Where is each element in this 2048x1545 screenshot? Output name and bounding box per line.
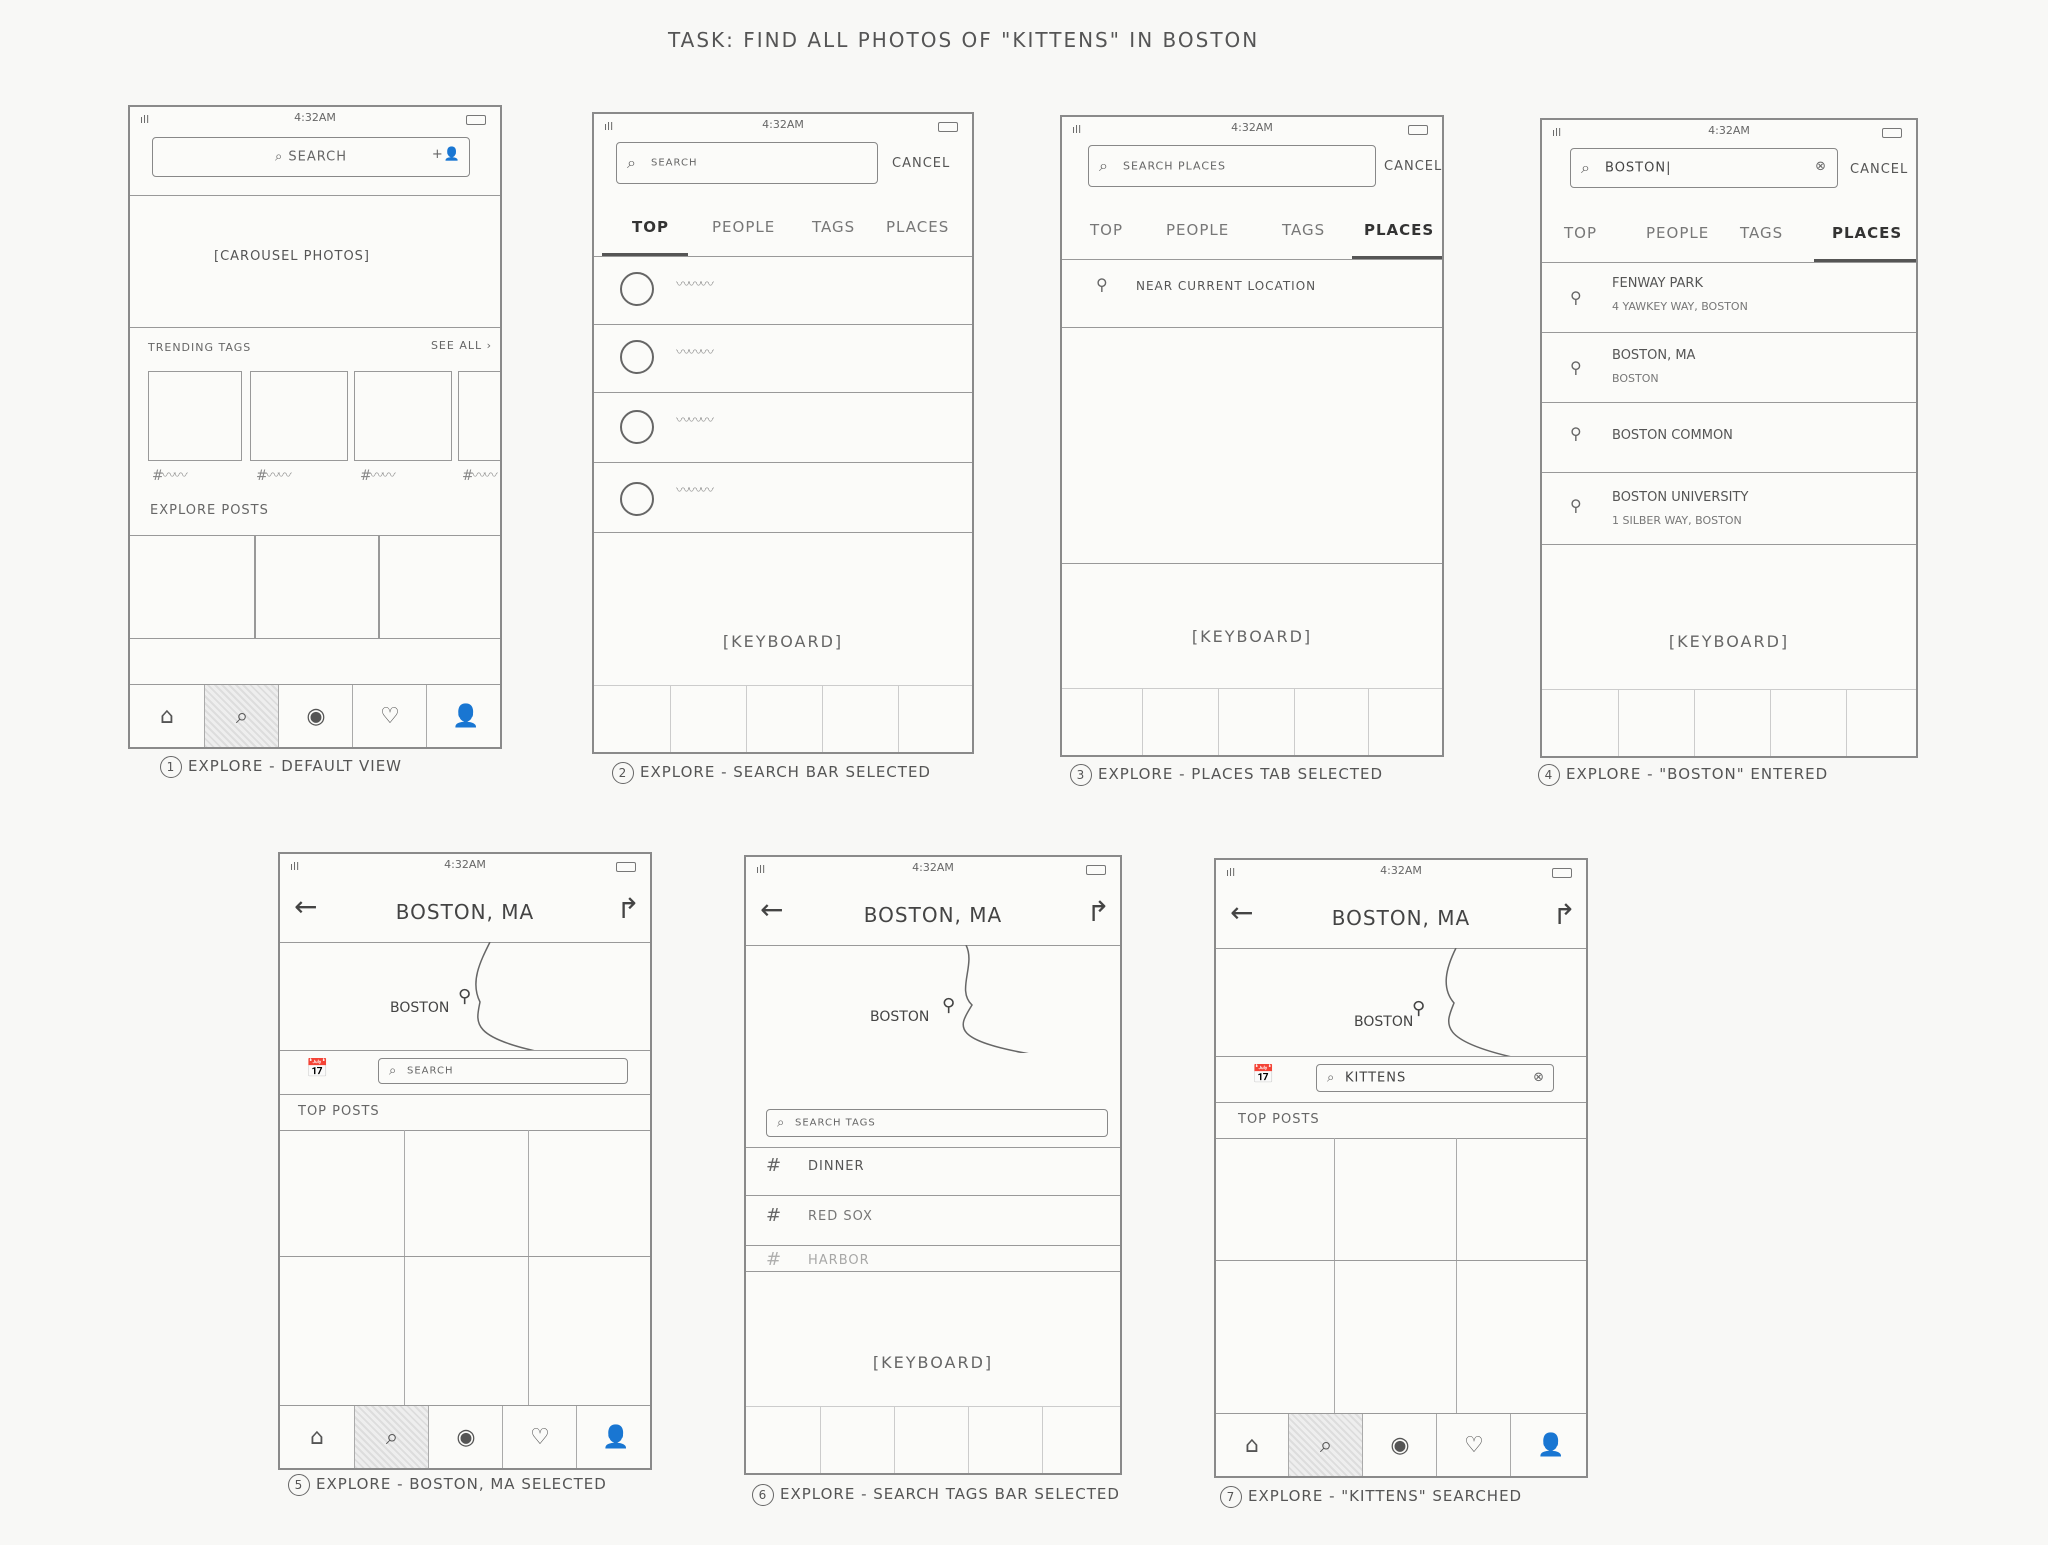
top-posts-label: TOP POSTS: [298, 1104, 380, 1119]
camera-tab-icon[interactable]: ◉: [278, 685, 353, 747]
map-view[interactable]: [280, 942, 650, 1050]
share-icon[interactable]: ↱: [1552, 898, 1576, 931]
status-bar: [1216, 860, 1586, 886]
status-bar: [280, 854, 650, 880]
activity-tab-icon[interactable]: ♡: [502, 1406, 577, 1468]
search-placeholder: SEARCH TAGS: [795, 1117, 876, 1129]
status-time: 4:32AM: [1708, 124, 1750, 137]
tag-label: #〰〰: [462, 468, 496, 484]
cancel-button[interactable]: CANCEL: [1384, 159, 1443, 174]
battery-icon: [1408, 125, 1428, 135]
place-name[interactable]: FENWAY PARK: [1612, 276, 1703, 291]
search-placeholder: SEARCH: [288, 149, 348, 165]
trending-tags-label: TRENDING TAGS: [148, 341, 252, 354]
result-avatar: [620, 482, 654, 516]
search-input[interactable]: [1570, 148, 1838, 188]
tag-suggestion[interactable]: DINNER: [808, 1159, 865, 1174]
near-current-location[interactable]: NEAR CURRENT LOCATION: [1136, 279, 1317, 293]
map-pin-icon: ⚲: [458, 986, 472, 1007]
result-avatar: [620, 340, 654, 374]
tab-top[interactable]: TOP: [632, 218, 669, 236]
result-text[interactable]: 〰〰〰: [676, 483, 712, 499]
tab-people[interactable]: PEOPLE: [1166, 221, 1230, 239]
caption-1: 1 EXPLORE - DEFAULT VIEW: [160, 756, 402, 778]
caption-2: 2 EXPLORE - SEARCH BAR SELECTED: [612, 762, 931, 784]
place-name[interactable]: BOSTON UNIVERSITY: [1612, 490, 1749, 505]
status-time: 4:32AM: [1231, 121, 1273, 134]
result-text[interactable]: 〰〰〰: [676, 413, 712, 429]
caption-5: 5 EXPLORE - BOSTON, MA SELECTED: [288, 1474, 607, 1496]
keyboard-grid: [1542, 689, 1916, 756]
hashtag-icon: #: [766, 1249, 782, 1270]
bottom-tab-bar: [1216, 1413, 1586, 1476]
profile-tab-icon[interactable]: 👤: [426, 685, 502, 747]
place-title: BOSTON, MA: [395, 900, 535, 924]
battery-icon: [1086, 865, 1106, 875]
explore-tab-icon[interactable]: ⌕: [204, 685, 279, 747]
tag-label: #〰〰: [256, 468, 290, 484]
tab-top[interactable]: TOP: [1564, 224, 1598, 242]
battery-icon: [616, 862, 636, 872]
trending-tag-tile[interactable]: [148, 371, 242, 461]
location-pin-icon: ⚲: [1570, 496, 1582, 515]
status-time: 4:32AM: [1380, 864, 1422, 877]
status-bar: [594, 114, 972, 140]
home-tab-icon[interactable]: ⌂: [310, 1424, 324, 1450]
search-input[interactable]: [152, 137, 470, 177]
search-input[interactable]: [616, 142, 878, 184]
search-icon: ⌕: [1581, 158, 1591, 177]
signal-icon: ıll: [1072, 123, 1082, 136]
explore-post-tile[interactable]: [254, 535, 380, 639]
back-arrow-icon[interactable]: ←: [294, 890, 318, 923]
signal-icon: ıll: [604, 120, 614, 133]
search-value: BOSTON|: [1605, 160, 1672, 176]
location-pin-icon: ⚲: [1570, 288, 1582, 307]
status-time: 4:32AM: [762, 118, 804, 131]
map-pin-icon: ⚲: [1412, 998, 1426, 1019]
camera-tab-icon[interactable]: ◉: [1362, 1414, 1437, 1476]
tab-places[interactable]: PLACES: [1364, 221, 1435, 239]
search-icon: ⌕: [777, 1115, 786, 1131]
search-tabs: [1062, 207, 1442, 259]
search-icon: ⌕: [274, 149, 284, 165]
screen-kittens-searched: [1214, 858, 1588, 1478]
calendar-icon[interactable]: 📅: [306, 1058, 329, 1079]
profile-tab-icon[interactable]: 👤: [1510, 1414, 1588, 1476]
carousel-placeholder: [CAROUSEL PHOTOS]: [214, 249, 371, 264]
tab-tags[interactable]: TAGS: [1740, 224, 1784, 242]
back-arrow-icon[interactable]: ←: [760, 893, 784, 926]
battery-icon: [938, 122, 958, 132]
cancel-button[interactable]: CANCEL: [892, 156, 951, 171]
signal-icon: ıll: [756, 863, 766, 876]
place-address: 1 SILBER WAY, BOSTON: [1612, 514, 1742, 527]
status-time: 4:32AM: [912, 861, 954, 874]
home-tab-icon[interactable]: ⌂: [160, 703, 174, 729]
keyboard-grid: [1062, 688, 1442, 755]
screen-boston-entered: [1540, 118, 1918, 758]
keyboard-placeholder: [KEYBOARD]: [1191, 627, 1313, 646]
place-title: BOSTON, MA: [863, 903, 1003, 927]
clear-icon[interactable]: ⊗: [1815, 159, 1827, 174]
profile-tab-icon[interactable]: 👤: [576, 1406, 652, 1468]
trending-tag-tile[interactable]: [354, 371, 452, 461]
location-pin-icon: ⚲: [1096, 275, 1108, 294]
explore-post-tile[interactable]: [378, 535, 502, 639]
battery-icon: [466, 115, 486, 125]
signal-icon: ıll: [1552, 126, 1562, 139]
result-avatar: [620, 410, 654, 444]
place-address: BOSTON: [1612, 372, 1659, 385]
home-tab-icon[interactable]: ⌂: [1245, 1432, 1259, 1458]
map-view[interactable]: [746, 945, 1120, 1053]
place-name[interactable]: BOSTON, MA: [1612, 348, 1696, 363]
search-tags-input[interactable]: [766, 1109, 1108, 1137]
trending-tag-tile[interactable]: [458, 371, 502, 461]
search-placeholder: SEARCH PLACES: [1123, 159, 1226, 173]
status-time: 4:32AM: [294, 111, 336, 124]
place-name[interactable]: BOSTON COMMON: [1612, 428, 1733, 443]
explore-post-tile[interactable]: [130, 535, 256, 639]
tab-top[interactable]: TOP: [1090, 221, 1124, 239]
tab-places[interactable]: PLACES: [886, 218, 950, 236]
location-pin-icon: ⚲: [1570, 424, 1582, 443]
screen-search-tags: [744, 855, 1122, 1475]
screen-explore-default: [128, 105, 502, 749]
camera-tab-icon[interactable]: ◉: [428, 1406, 503, 1468]
caption-3: 3 EXPLORE - PLACES TAB SELECTED: [1070, 764, 1383, 786]
map-city-label: BOSTON: [870, 1009, 930, 1025]
tab-tags[interactable]: TAGS: [1282, 221, 1326, 239]
activity-tab-icon[interactable]: ♡: [352, 685, 427, 747]
share-icon[interactable]: ↱: [616, 892, 640, 925]
calendar-icon[interactable]: 📅: [1252, 1064, 1275, 1085]
bottom-tab-bar: [130, 684, 500, 747]
battery-icon: [1552, 868, 1572, 878]
share-icon[interactable]: ↱: [1086, 895, 1110, 928]
status-bar: [746, 857, 1120, 883]
status-bar: [1542, 120, 1916, 146]
keyboard-grid: [594, 685, 972, 752]
tag-suggestion[interactable]: RED SOX: [808, 1209, 873, 1224]
top-posts-label: TOP POSTS: [1238, 1112, 1320, 1127]
result-avatar: [620, 272, 654, 306]
search-icon: ⌕: [627, 153, 637, 172]
status-time: 4:32AM: [444, 858, 486, 871]
cancel-button[interactable]: CANCEL: [1850, 162, 1909, 177]
task-title: TASK: FIND ALL PHOTOS OF "KITTENS" IN BOSTON: [668, 28, 1260, 52]
place-address: 4 YAWKEY WAY, BOSTON: [1612, 300, 1748, 313]
tag-label: #〰〰: [152, 468, 186, 484]
activity-tab-icon[interactable]: ♡: [1436, 1414, 1511, 1476]
screen-places-tab: [1060, 115, 1444, 757]
map-view[interactable]: [1216, 948, 1586, 1056]
result-text[interactable]: 〰〰〰: [676, 345, 712, 361]
tag-suggestion[interactable]: HARBOR: [808, 1253, 870, 1268]
tag-label: #〰〰: [360, 468, 394, 484]
tab-people[interactable]: PEOPLE: [712, 218, 776, 236]
search-input[interactable]: [1088, 145, 1376, 187]
explore-posts-label: EXPLORE POSTS: [150, 503, 269, 518]
add-user-icon[interactable]: +👤: [431, 147, 461, 162]
back-arrow-icon[interactable]: ←: [1230, 896, 1254, 929]
map-city-label: BOSTON: [1354, 1014, 1414, 1030]
signal-icon: ıll: [1226, 866, 1236, 879]
battery-icon: [1882, 128, 1902, 138]
result-text[interactable]: 〰〰〰: [676, 277, 712, 293]
search-input[interactable]: [1316, 1064, 1554, 1092]
hashtag-icon: #: [766, 1205, 782, 1226]
tab-places[interactable]: PLACES: [1832, 224, 1903, 242]
keyboard-grid: [746, 1406, 1120, 1473]
caption-4: 4 EXPLORE - "BOSTON" ENTERED: [1538, 764, 1828, 786]
tab-tags[interactable]: TAGS: [812, 218, 856, 236]
map-pin-icon: ⚲: [942, 995, 956, 1016]
explore-tab-icon[interactable]: ⌕: [354, 1406, 429, 1468]
trending-tag-tile[interactable]: [250, 371, 348, 461]
search-icon: ⌕: [389, 1063, 398, 1079]
keyboard-placeholder: [KEYBOARD]: [722, 632, 844, 651]
signal-icon: ıll: [290, 860, 300, 873]
place-title: BOSTON, MA: [1331, 906, 1471, 930]
screen-search-selected: [592, 112, 974, 754]
search-tabs: [594, 204, 972, 256]
map-city-label: BOSTON: [390, 1000, 450, 1016]
search-icon: ⌕: [1327, 1070, 1336, 1086]
screen-boston-selected: [278, 852, 652, 1470]
search-value: KITTENS: [1345, 1070, 1407, 1086]
hashtag-icon: #: [766, 1155, 782, 1176]
explore-tab-icon[interactable]: ⌕: [1288, 1414, 1363, 1476]
search-placeholder: SEARCH: [651, 157, 698, 169]
clear-icon[interactable]: ⊗: [1533, 1070, 1545, 1085]
search-placeholder: SEARCH: [407, 1065, 454, 1077]
keyboard-placeholder: [KEYBOARD]: [1668, 632, 1790, 651]
status-bar: [1062, 117, 1442, 143]
search-icon: ⌕: [1099, 156, 1109, 175]
signal-icon: ıll: [140, 113, 150, 126]
keyboard-placeholder: [KEYBOARD]: [872, 1353, 994, 1372]
see-all-link[interactable]: SEE ALL ›: [430, 339, 492, 352]
location-pin-icon: ⚲: [1570, 358, 1582, 377]
caption-6: 6 EXPLORE - SEARCH TAGS BAR SELECTED: [752, 1484, 1120, 1506]
bottom-tab-bar: [280, 1405, 650, 1468]
search-tabs: [1542, 210, 1916, 262]
status-bar: [130, 107, 500, 133]
caption-7: 7 EXPLORE - "KITTENS" SEARCHED: [1220, 1486, 1522, 1508]
search-input[interactable]: [378, 1058, 628, 1084]
tab-people[interactable]: PEOPLE: [1646, 224, 1710, 242]
